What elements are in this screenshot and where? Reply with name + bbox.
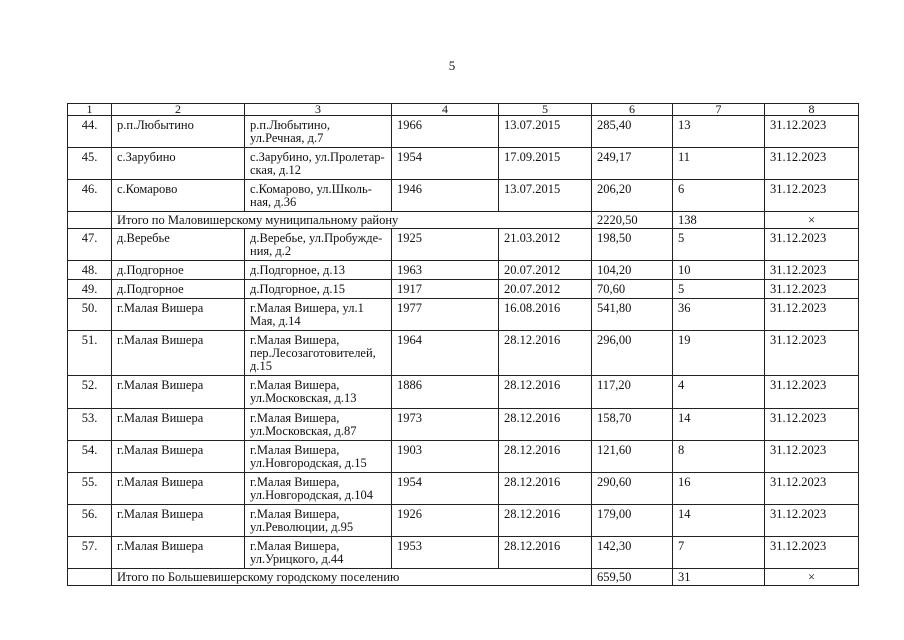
locality-cell: д.Веребье bbox=[112, 229, 245, 261]
row-number: 53. bbox=[68, 409, 112, 441]
deadline-cell: 31.12.2023 bbox=[765, 280, 859, 299]
area-cell: 541,80 bbox=[592, 299, 673, 331]
area-cell: 158,70 bbox=[592, 409, 673, 441]
locality-cell: г.Малая Вишера bbox=[112, 441, 245, 473]
locality-cell: с.Зарубино bbox=[112, 148, 245, 180]
year-cell: 1963 bbox=[392, 261, 499, 280]
address-cell: с.Комарово, ул.Школь-ная, д.36 bbox=[245, 180, 392, 212]
table-row bbox=[68, 299, 859, 331]
deadline-cell: 31.12.2023 bbox=[765, 376, 859, 409]
date-cell: 16.08.2016 bbox=[499, 299, 592, 331]
total-row bbox=[68, 569, 859, 586]
residents-cell: 19 bbox=[673, 331, 765, 376]
date-cell: 28.12.2016 bbox=[499, 409, 592, 441]
year-cell: 1946 bbox=[392, 180, 499, 212]
total-residents: 31 bbox=[673, 569, 765, 586]
total-residents: 138 bbox=[673, 212, 765, 229]
date-cell: 20.07.2012 bbox=[499, 280, 592, 299]
address-cell: г.Малая Вишера, ул.Урицкого, д.44 bbox=[245, 537, 392, 569]
row-number: 46. bbox=[68, 180, 112, 212]
date-cell: 21.03.2012 bbox=[499, 229, 592, 261]
locality-cell: г.Малая Вишера bbox=[112, 537, 245, 569]
locality-cell: д.Подгорное bbox=[112, 261, 245, 280]
address-cell: г.Малая Вишера, ул.1 Мая, д.14 bbox=[245, 299, 392, 331]
housing-register-table bbox=[67, 103, 859, 586]
address-cell: г.Малая Вишера, ул.Новгородская, д.104 bbox=[245, 473, 392, 505]
deadline-cell: 31.12.2023 bbox=[765, 148, 859, 180]
locality-cell: г.Малая Вишера bbox=[112, 473, 245, 505]
total-area: 659,50 bbox=[592, 569, 673, 586]
area-cell: 179,00 bbox=[592, 505, 673, 537]
year-cell: 1926 bbox=[392, 505, 499, 537]
total-mark: × bbox=[765, 212, 859, 229]
row-number: 48. bbox=[68, 261, 112, 280]
date-cell: 28.12.2016 bbox=[499, 537, 592, 569]
column-header: 5 bbox=[499, 104, 592, 116]
area-cell: 70,60 bbox=[592, 280, 673, 299]
total-label: Итого по Маловишерскому муниципальному району bbox=[112, 212, 592, 229]
deadline-cell: 31.12.2023 bbox=[765, 229, 859, 261]
date-cell: 28.12.2016 bbox=[499, 473, 592, 505]
year-cell: 1977 bbox=[392, 299, 499, 331]
address-cell: г.Малая Вишера, ул.Московская, д.87 bbox=[245, 409, 392, 441]
total-blank-cell bbox=[68, 212, 112, 229]
column-header: 1 bbox=[68, 104, 112, 116]
area-cell: 249,17 bbox=[592, 148, 673, 180]
column-header: 7 bbox=[673, 104, 765, 116]
locality-cell: с.Комарово bbox=[112, 180, 245, 212]
area-cell: 206,20 bbox=[592, 180, 673, 212]
residents-cell: 5 bbox=[673, 280, 765, 299]
residents-cell: 6 bbox=[673, 180, 765, 212]
deadline-cell: 31.12.2023 bbox=[765, 473, 859, 505]
residents-cell: 16 bbox=[673, 473, 765, 505]
residents-cell: 14 bbox=[673, 409, 765, 441]
year-cell: 1966 bbox=[392, 116, 499, 148]
deadline-cell: 31.12.2023 bbox=[765, 537, 859, 569]
column-header: 8 bbox=[765, 104, 859, 116]
residents-cell: 10 bbox=[673, 261, 765, 280]
date-cell: 13.07.2015 bbox=[499, 116, 592, 148]
row-number: 50. bbox=[68, 299, 112, 331]
date-cell: 28.12.2016 bbox=[499, 376, 592, 409]
address-cell: г.Малая Вишера, ул.Московская, д.13 bbox=[245, 376, 392, 409]
table-row bbox=[68, 473, 859, 505]
residents-cell: 5 bbox=[673, 229, 765, 261]
column-header: 4 bbox=[392, 104, 499, 116]
residents-cell: 14 bbox=[673, 505, 765, 537]
address-cell: г.Малая Вишера, ул.Революции, д.95 bbox=[245, 505, 392, 537]
column-header: 3 bbox=[245, 104, 392, 116]
row-number: 44. bbox=[68, 116, 112, 148]
area-cell: 285,40 bbox=[592, 116, 673, 148]
deadline-cell: 31.12.2023 bbox=[765, 331, 859, 376]
row-number: 51. bbox=[68, 331, 112, 376]
deadline-cell: 31.12.2023 bbox=[765, 409, 859, 441]
page-number: 5 bbox=[448, 58, 456, 73]
column-header: 6 bbox=[592, 104, 673, 116]
locality-cell: г.Малая Вишера bbox=[112, 376, 245, 409]
table-row bbox=[68, 148, 859, 180]
locality-cell: г.Малая Вишера bbox=[112, 299, 245, 331]
header-row bbox=[68, 104, 859, 116]
locality-cell: г.Малая Вишера bbox=[112, 505, 245, 537]
deadline-cell: 31.12.2023 bbox=[765, 116, 859, 148]
address-cell: г.Малая Вишера, ул.Новгородская, д.15 bbox=[245, 441, 392, 473]
area-cell: 198,50 bbox=[592, 229, 673, 261]
residents-cell: 13 bbox=[673, 116, 765, 148]
residents-cell: 8 bbox=[673, 441, 765, 473]
total-mark: × bbox=[765, 569, 859, 586]
row-number: 47. bbox=[68, 229, 112, 261]
area-cell: 104,20 bbox=[592, 261, 673, 280]
area-cell: 142,30 bbox=[592, 537, 673, 569]
area-cell: 296,00 bbox=[592, 331, 673, 376]
table-row bbox=[68, 441, 859, 473]
table-row bbox=[68, 537, 859, 569]
table-header bbox=[68, 104, 859, 116]
table-body bbox=[68, 116, 859, 586]
deadline-cell: 31.12.2023 bbox=[765, 180, 859, 212]
deadline-cell: 31.12.2023 bbox=[765, 441, 859, 473]
year-cell: 1903 bbox=[392, 441, 499, 473]
area-cell: 117,20 bbox=[592, 376, 673, 409]
residents-cell: 36 bbox=[673, 299, 765, 331]
table-row bbox=[68, 116, 859, 148]
table-row bbox=[68, 409, 859, 441]
table-row bbox=[68, 180, 859, 212]
area-cell: 121,60 bbox=[592, 441, 673, 473]
deadline-cell: 31.12.2023 bbox=[765, 505, 859, 537]
deadline-cell: 31.12.2023 bbox=[765, 261, 859, 280]
date-cell: 13.07.2015 bbox=[499, 180, 592, 212]
row-number: 52. bbox=[68, 376, 112, 409]
table-row bbox=[68, 229, 859, 261]
total-row bbox=[68, 212, 859, 229]
total-label: Итого по Большевишерскому городскому поселению bbox=[112, 569, 592, 586]
date-cell: 28.12.2016 bbox=[499, 441, 592, 473]
date-cell: 28.12.2016 bbox=[499, 331, 592, 376]
address-cell: д.Подгорное, д.15 bbox=[245, 280, 392, 299]
table-row bbox=[68, 280, 859, 299]
residents-cell: 4 bbox=[673, 376, 765, 409]
address-cell: р.п.Любытино, ул.Речная, д.7 bbox=[245, 116, 392, 148]
year-cell: 1953 bbox=[392, 537, 499, 569]
row-number: 45. bbox=[68, 148, 112, 180]
total-area: 2220,50 bbox=[592, 212, 673, 229]
table-row bbox=[68, 261, 859, 280]
locality-cell: р.п.Любытино bbox=[112, 116, 245, 148]
date-cell: 17.09.2015 bbox=[499, 148, 592, 180]
year-cell: 1954 bbox=[392, 473, 499, 505]
total-blank-cell bbox=[68, 569, 112, 586]
table-row bbox=[68, 376, 859, 409]
deadline-cell: 31.12.2023 bbox=[765, 299, 859, 331]
locality-cell: г.Малая Вишера bbox=[112, 409, 245, 441]
row-number: 49. bbox=[68, 280, 112, 299]
row-number: 55. bbox=[68, 473, 112, 505]
row-number: 56. bbox=[68, 505, 112, 537]
table-row bbox=[68, 331, 859, 376]
row-number: 54. bbox=[68, 441, 112, 473]
year-cell: 1886 bbox=[392, 376, 499, 409]
address-cell: д.Веребье, ул.Пробужде-ния, д.2 bbox=[245, 229, 392, 261]
year-cell: 1964 bbox=[392, 331, 499, 376]
residents-cell: 11 bbox=[673, 148, 765, 180]
year-cell: 1917 bbox=[392, 280, 499, 299]
address-cell: д.Подгорное, д.13 bbox=[245, 261, 392, 280]
year-cell: 1954 bbox=[392, 148, 499, 180]
column-header: 2 bbox=[112, 104, 245, 116]
address-cell: с.Зарубино, ул.Пролетар-ская, д.12 bbox=[245, 148, 392, 180]
row-number: 57. bbox=[68, 537, 112, 569]
date-cell: 28.12.2016 bbox=[499, 505, 592, 537]
year-cell: 1973 bbox=[392, 409, 499, 441]
locality-cell: д.Подгорное bbox=[112, 280, 245, 299]
date-cell: 20.07.2012 bbox=[499, 261, 592, 280]
table-row bbox=[68, 505, 859, 537]
year-cell: 1925 bbox=[392, 229, 499, 261]
area-cell: 290,60 bbox=[592, 473, 673, 505]
address-cell: г.Малая Вишера, пер.Лесозаготовителей, д.15 bbox=[245, 331, 392, 376]
locality-cell: г.Малая Вишера bbox=[112, 331, 245, 376]
residents-cell: 7 bbox=[673, 537, 765, 569]
